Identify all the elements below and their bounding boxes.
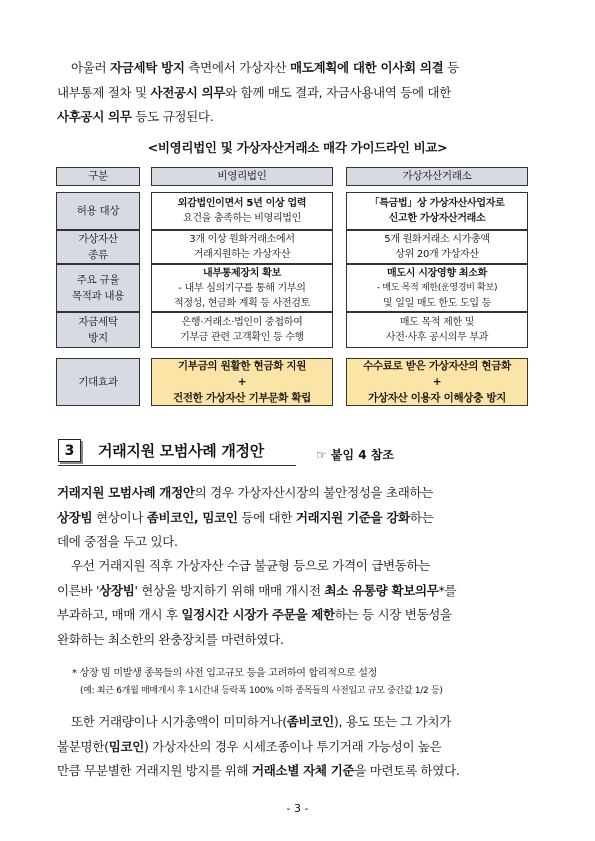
row-label-eligibility: 허용 대상 <box>56 192 140 230</box>
row-aml-exchange: 매도 목적 제한 및 사전·사후 공시의무 부과 <box>346 312 528 348</box>
effect-nonprofit: 기부금의 원활한 현금화 지원 + 건전한 가상자산 기부문화 확립 <box>151 358 333 406</box>
p3-line-1: 또한 거래량이나 시가총액이 미미하거나(좀비코인), 용도 또는 그 가치가 <box>71 714 452 729</box>
table-header-exchange: 가상자산거래소 <box>346 167 528 186</box>
footnote-1: * 상장 빔 미발생 종목들의 사전 입고규모 등을 고려하여 합리적으로 설정 <box>72 668 377 679</box>
row-label-regulation: 주요 규율 목적과 내용 <box>56 264 140 312</box>
p2-line-4: 완화하는 최소한의 완충장치를 마련하였다. <box>57 631 284 647</box>
p1-line-1: 거래지원 모범사례 개정안의 경우 가상자산시장의 불안정성을 초래하는 <box>57 485 434 500</box>
section-title: 거래지원 모범사례 개정안 <box>98 442 264 460</box>
p2-line-2: 이른바 '상장빔' 현상을 방지하기 위해 매매 개시전 최소 유통량 확보의무*를 <box>57 582 457 598</box>
row-asset-type-exchange: 5개 원화거래소 시가총액 상위 20개 가상자산 <box>346 230 528 264</box>
p1-line-2: 상장빔 현상이나 좀비코인, 밈코인 등에 대한 거래지원 기준을 강화하는 <box>57 509 434 525</box>
page-number: - 3 - <box>286 802 309 815</box>
row-eligibility-exchange: 「특금법」상 가상자산사업자로 신고한 가상자산거래소 <box>346 192 528 230</box>
row-regulation-nonprofit: 내부통제장치 확보 - 내부 심의기구를 통해 기부의 적정성, 현금화 계획 등 사전검토 <box>151 264 333 312</box>
section-underline <box>58 465 296 466</box>
p3-line-2: 불분명한(밈코인) 가상자산의 경우 시세조종이나 투기거래 가능성이 높은 <box>57 738 442 754</box>
section-reference: ☞ 붙임 4 참조 <box>316 448 395 462</box>
body-paragraph-1 <box>57 481 540 555</box>
intro-line-3: 사후공시 의무 등도 규정된다. <box>57 109 214 124</box>
footnote-2: (예: 최근 6개월 매매개시 후 1시간내 등락폭 100% 이하 종목들의 사전입고 규모 중간값 1/2 등) <box>80 686 443 696</box>
intro-line-1: 아울러 자금세탁 방지 측면에서 가상자산 매도계획에 대한 이사회 의결 등 <box>71 60 459 75</box>
body-paragraph-2 <box>57 554 540 652</box>
p2-line-1: 우선 거래지원 직후 가상자산 수급 불균형 등으로 가격이 급변동하는 <box>71 558 431 573</box>
row-label-aml: 자금세탁 방지 <box>56 312 140 348</box>
intro-line-2: 내부통제 절차 및 사전공시 의무와 함께 매도 결과, 자금사용내역 등에 대한 <box>57 84 452 100</box>
p2-line-3: 부과하고, 매매 개시 후 일정시간 시장가 주문을 제한하는 등 시장 변동성을 <box>57 607 452 622</box>
row-eligibility-nonprofit: 외감법인이면서 5년 이상 업력 요건을 충족하는 비영리법인 <box>151 192 333 230</box>
section-number: 3 <box>58 439 81 462</box>
row-regulation-exchange: 매도시 시장영향 최소화 - 매도 목적 제한(운영경비 확보) 및 일일 매도 한도 도입 등 <box>346 264 528 312</box>
effect-exchange: 수수료로 받은 가상자산의 현금화 + 가상자산 이용자 이해상충 방지 <box>346 358 528 406</box>
row-asset-type-nonprofit: 3개 이상 원화거래소에서 거래지원하는 가상자산 <box>151 230 333 264</box>
table-header-category: 구분 <box>56 167 140 186</box>
table-header-nonprofit: 비영리법인 <box>151 167 333 186</box>
body-paragraph-3 <box>57 710 540 784</box>
table-caption: <비영리법인 및 가상자산거래소 매각 가이드라인 비교> <box>147 140 448 155</box>
row-label-effect: 기대효과 <box>56 358 140 406</box>
p1-line-3: 데에 중점을 두고 있다. <box>57 534 178 549</box>
row-label-asset-type: 가상자산 종류 <box>56 230 140 264</box>
row-aml-nonprofit: 은행·거래소·법인이 중첩하여 기부금 관련 고객확인 등 수행 <box>151 312 333 348</box>
p3-line-3: 만큼 무분별한 거래지원 방지를 위해 거래소별 자체 기준을 마련토록 하였다. <box>57 763 460 778</box>
intro-paragraph <box>57 56 540 130</box>
